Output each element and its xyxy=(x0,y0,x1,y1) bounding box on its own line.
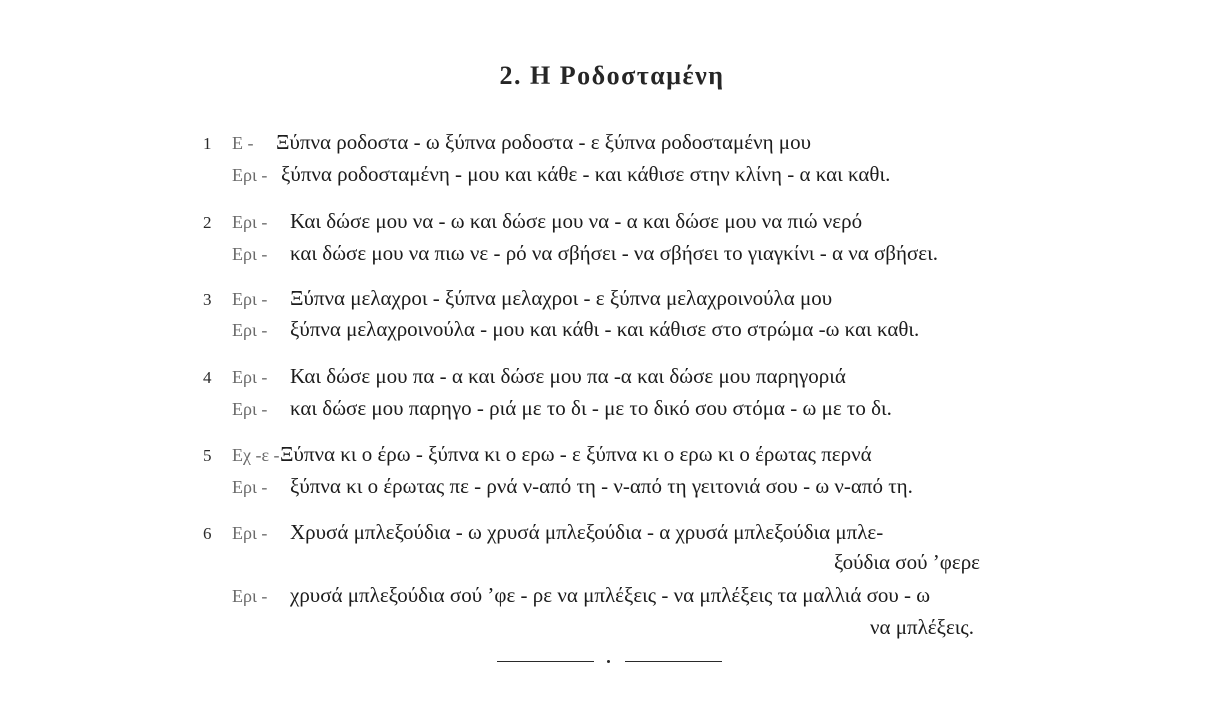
stanza-number: 2 xyxy=(203,213,212,232)
speaker-label: Ερι - xyxy=(232,586,268,606)
speaker-label: Ερι - xyxy=(232,367,268,387)
verse-text: Ξύπνα μελαχροι - ξύπνα μελαχροι - ε ξύπνα μελαχροινούλα μου xyxy=(290,286,833,310)
verse-text: ξύπνα μελαχροινούλα - μου και κάθι - και κάθισε στο στρώμα -ω και καθι. xyxy=(290,317,920,341)
verse-text: ξύπνα ροδοσταμένη - μου και κάθε - και κάθισε στην κλίνη - α και καθι. xyxy=(281,162,891,186)
verse-text: Ξύπνα ροδοστα - ω ξύπνα ροδοστα - ε ξύπνα ροδοσταμένη μου xyxy=(276,130,811,154)
verse-text: και δώσε μου να πιω νε - ρό να σβήσει - να σβήσει το γιαγκίνι - α να σβήσει. xyxy=(290,241,939,265)
ornament-rule-right xyxy=(625,661,722,662)
speaker-label: Ε - xyxy=(232,133,254,153)
ornament-dot xyxy=(607,660,610,663)
end-ornament xyxy=(497,655,722,669)
verse-text: και δώσε μου παρηγο - ριά με το δι - με το δικό σου στόμα - ω με το δι. xyxy=(290,396,892,420)
speaker-label: Εχ -ε - xyxy=(232,445,280,465)
stanza-number: 1 xyxy=(203,134,212,153)
stanza-number: 3 xyxy=(203,290,212,309)
verse-text: Και δώσε μου πα - α και δώσε μου πα -α και δώσε μου παρηγοριά xyxy=(290,364,846,388)
verse-continuation: να μπλέξεις. xyxy=(869,615,974,639)
verse-text: χρυσά μπλεξούδια σού ’φε - ρε να μπλέξεις - να μπλέξεις τα μαλλιά σου - ω xyxy=(290,583,931,607)
verse-text: Ξύπνα κι ο έρω - ξύπνα κι ο ερω - ε ξύπνα κι ο ερω κι ο έρωτας περνά xyxy=(280,442,872,466)
speaker-label: Ερι - xyxy=(232,289,268,309)
speaker-label: Ερι - xyxy=(232,399,268,419)
verse-text: Και δώσε μου να - ω και δώσε μου να - α και δώσε μου να πιώ νερό xyxy=(290,209,863,233)
verse-text: ξύπνα κι ο έρωτας πε - ρνά ν-από τη - ν-από τη γειτονιά σου - ω ν-από τη. xyxy=(290,474,913,498)
stanza-number: 6 xyxy=(203,524,212,543)
song-title: 2. Η Ροδοσταμένη xyxy=(499,61,725,90)
speaker-label: Ερι - xyxy=(232,320,268,340)
ornament-rule-left xyxy=(497,661,594,662)
stanza-number: 5 xyxy=(203,446,212,465)
speaker-label: Ερι - xyxy=(232,244,268,264)
speaker-label: Ερι - xyxy=(232,165,268,185)
verse-continuation: ξούδια σού ’φερε xyxy=(834,550,980,574)
stanza-number: 4 xyxy=(203,368,212,387)
speaker-label: Ερι - xyxy=(232,477,268,497)
speaker-label: Ερι - xyxy=(232,523,268,543)
speaker-label: Ερι - xyxy=(232,212,268,232)
verse-text: Χρυσά μπλεξούδια - ω χρυσά μπλεξούδια - α χρυσά μπλεξούδια μπλε- xyxy=(290,520,884,544)
